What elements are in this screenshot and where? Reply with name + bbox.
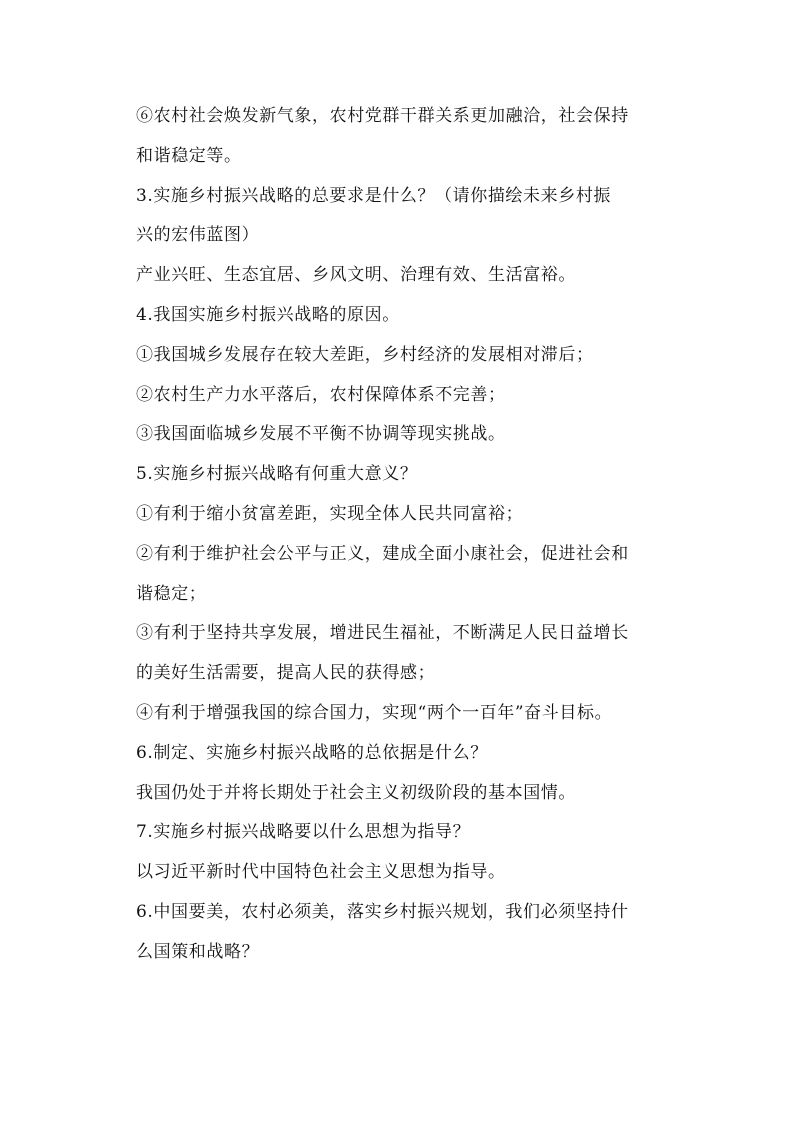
answer-line: 的美好生活需要，提高人民的获得感； bbox=[136, 663, 436, 684]
answer-line: ②农村生产力水平落后，农村保障体系不完善； bbox=[136, 384, 506, 405]
answer-line: ②有利于维护社会公平与正义，建成全面小康社会，促进社会和 bbox=[136, 543, 629, 564]
document-body bbox=[136, 97, 666, 973]
text-line: ⑥农村社会焕发新气象，农村党群干群关系更加融洽，社会保持 bbox=[136, 106, 629, 126]
text-line: 和谐稳定等。 bbox=[136, 145, 242, 166]
answer-line: ④有利于增强我国的综合国力，实现“两个一百年”奋斗目标。 bbox=[136, 702, 613, 723]
question-line: 兴的宏伟蓝图） bbox=[136, 225, 260, 246]
question-line: 4.我国实施乡村振兴战略的原因。 bbox=[136, 304, 400, 325]
answer-line: ③我国面临城乡发展不平衡不协调等现实挑战。 bbox=[136, 424, 506, 445]
answer-line: 产业兴旺、生态宜居、乡风文明、治理有效、生活富裕。 bbox=[136, 265, 576, 286]
answer-line: 我国仍处于并将长期处于社会主义初级阶段的基本国情。 bbox=[136, 782, 576, 803]
question-line: 6.中国要美，农村必须美，落实乡村振兴规划，我们必须坚持什 bbox=[136, 901, 629, 922]
answer-line: 以习近平新时代中国特色社会主义思想为指导。 bbox=[136, 862, 506, 883]
question-line: 6.制定、实施乡村振兴战略的总依据是什么？ bbox=[136, 742, 488, 763]
answer-line: ①有利于缩小贫富差距，实现全体人民共同富裕； bbox=[136, 503, 524, 524]
question-line: 5.实施乡村振兴战略有何重大意义？ bbox=[136, 464, 418, 485]
answer-line: ③有利于坚持共享发展，增进民生福祉，不断满足人民日益增长 bbox=[136, 623, 629, 644]
question-line: 么国策和战略？ bbox=[136, 941, 260, 962]
answer-line: ①我国城乡发展存在较大差距，乡村经济的发展相对滞后； bbox=[136, 344, 594, 365]
answer-line: 谐稳定； bbox=[136, 583, 207, 604]
question-line: 3.实施乡村振兴战略的总要求是什么？（请你描绘未来乡村振 bbox=[136, 185, 612, 206]
question-line: 7.实施乡村振兴战略要以什么思想为指导？ bbox=[136, 822, 471, 843]
